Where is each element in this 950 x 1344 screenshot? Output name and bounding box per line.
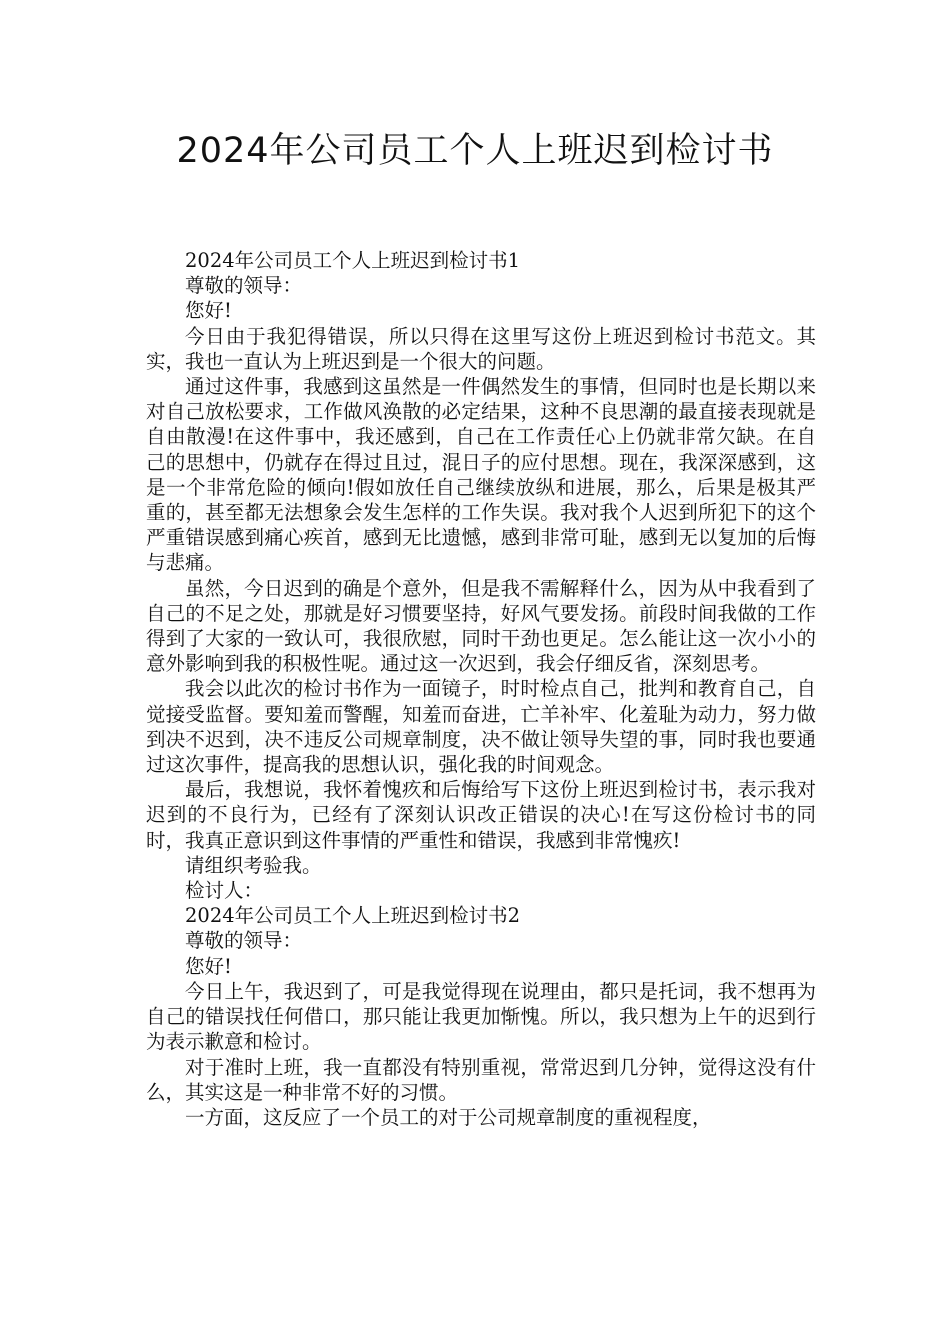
paragraph: 虽然，今日迟到的确是个意外，但是我不需解释什么，因为从中我看到了自己的不足之处，那就是好习惯要坚持，好风气要发扬。前段时间我做的工作得到了大家的一致认可，我很欣慰，同时干劲也更足。怎么能让这一次小小的意外影响到我的积极性呢。通过这一次迟到，我会仔细反省，深刻思考。 xyxy=(146,576,816,676)
signature-line: 检讨人： xyxy=(185,879,264,903)
section-heading: 2024年公司员工个人上班迟到检讨书1 xyxy=(185,249,521,272)
paragraph: 对于准时上班，我一直都没有特别重视，常常迟到几分钟，觉得这没有什么，其实这是一种非常不好的习惯。 xyxy=(146,1055,816,1104)
closing-line: 请组织考验我。 xyxy=(185,853,322,877)
salutation: 尊敬的领导： xyxy=(185,274,303,298)
greeting: 您好! xyxy=(185,299,232,323)
salutation: 尊敬的领导： xyxy=(185,929,303,953)
document-title: 2024年公司员工个人上班迟到检讨书 xyxy=(176,131,774,171)
paragraph: 一方面，这反应了一个员工的对于公司规章制度的重视程度， xyxy=(185,1105,712,1129)
paragraph: 最后，我想说，我怀着愧疚和后悔给写下这份上班迟到检讨书，表示我对迟到的不良行为，已经有了深刻认识改正错误的决心!在写这份检讨书的同时，我真正意识到这件事情的严重性和错误，我感到非常愧疚! xyxy=(146,778,816,852)
section-heading: 2024年公司员工个人上班迟到检讨书2 xyxy=(185,904,521,928)
paragraph: 今日上午，我迟到了，可是我觉得现在说理由，都只是托词，我不想再为自己的错误找任何借口，那只能让我更加惭愧。所以，我只想为上午的迟到行为表示歉意和检讨。 xyxy=(146,979,816,1054)
paragraph: 今日由于我犯得错误，所以只得在这里写这份上班迟到检讨书范文。其实，我也一直认为上班迟到是一个很大的问题。 xyxy=(146,324,816,373)
paragraph: 我会以此次的检讨书作为一面镜子，时时检点自己，批判和教育自己，自觉接受监督。要知羞而警醒，知羞而奋进，亡羊补牢、化羞耻为动力，努力做到决不迟到，决不违反公司规章制度，决不做让领导失望的事，同时我也要通过这次事件，提高我的思想认识，强化我的时间观念。 xyxy=(146,677,816,777)
paragraph: 通过这件事，我感到这虽然是一件偶然发生的事情，但同时也是长期以来对自己放松要求，工作做风涣散的必定结果，这种不良思潮的最直接表现就是自由散漫!在这件事中，我还感到，自己在工作责任心上仍就非常欠缺。在自己的思想中，仍就存在得过且过，混日子的应付思想。现在，我深深感到，这是一个非常危险的倾向!假如放任自己继续放纵和进展，那么，后果是极其严重的，甚至都无法想象会发生怎样的工作失误。我对我个人迟到所犯下的这个严重错误感到痛心疾首，感到无比遗憾，感到非常可耻，感到无以复加的后悔与悲痛。 xyxy=(146,375,816,575)
greeting: 您好! xyxy=(185,954,232,978)
document-body xyxy=(146,248,816,1130)
